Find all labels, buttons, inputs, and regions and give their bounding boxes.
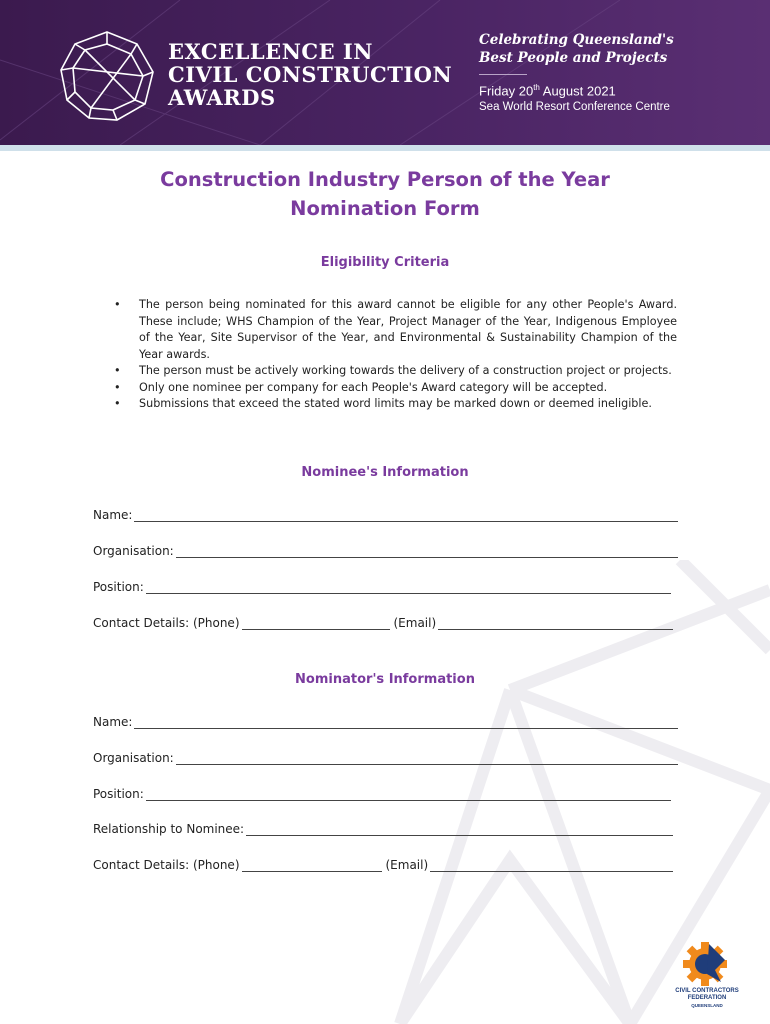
field-label: Organisation: xyxy=(93,544,174,558)
field-label: Relationship to Nominee: xyxy=(93,822,245,836)
list-item: • The person must be actively working towards the delivery of a construction project or projects. xyxy=(114,363,677,380)
field-label: Contact Details: (Phone) xyxy=(93,616,240,630)
award-title-line: EXCELLENCE IN xyxy=(168,39,373,64)
nominator-position-input[interactable] xyxy=(146,787,671,801)
list-item: • Only one nominee per company for each People's Award category will be accepted. xyxy=(114,380,677,397)
list-item: • The person being nominated for this award cannot be eligible for any other People's Award. These include; WHS Champion of the Year, Project Manager of the Year, Indigenous Employee of the Year, Site Supervisor of the Year, and Environmental & Sustainability Champion of the Year awards. xyxy=(114,297,677,363)
nominator-name-field xyxy=(93,711,678,729)
event-date xyxy=(479,83,616,98)
nominee-organisation-field xyxy=(93,540,678,558)
nominator-name-input[interactable] xyxy=(134,715,678,729)
field-label: Position: xyxy=(93,787,144,801)
nominee-phone-input[interactable] xyxy=(242,616,390,630)
event-date-day: Friday 20 xyxy=(479,83,534,99)
field-label: Contact Details: (Phone) xyxy=(93,858,240,872)
nominator-organisation-field xyxy=(93,747,678,765)
nominator-heading: Nominator's Information xyxy=(295,672,475,687)
banner-stripe xyxy=(0,145,770,151)
field-label: (Email) xyxy=(393,616,437,630)
ccf-line: CIVIL CONTRACTORS xyxy=(675,988,739,994)
header-banner xyxy=(0,0,770,145)
field-label: Name: xyxy=(93,715,133,729)
nominator-position-field xyxy=(93,783,671,801)
award-title xyxy=(168,40,452,109)
nominee-contact-field xyxy=(93,612,673,630)
nominator-contact-field xyxy=(93,854,673,872)
field-label: (Email) xyxy=(385,858,429,872)
form-title-line: Construction Industry Person of the Year xyxy=(160,168,610,191)
ccf-line: QUEENSLAND xyxy=(691,1003,723,1008)
eligibility-list xyxy=(114,297,677,413)
list-item: • Submissions that exceed the stated word limits may be marked down or deemed ineligible. xyxy=(114,396,677,413)
field-label: Position: xyxy=(93,580,144,594)
field-label: Organisation: xyxy=(93,751,174,765)
nominator-organisation-input[interactable] xyxy=(176,751,678,765)
award-title-line: CIVIL CONSTRUCTION xyxy=(168,62,453,87)
nominee-position-field xyxy=(93,576,671,594)
nominee-organisation-input[interactable] xyxy=(176,544,678,558)
event-date-suffix: th xyxy=(533,83,540,92)
nominee-heading: Nominee's Information xyxy=(301,465,469,480)
nominator-phone-input[interactable] xyxy=(242,858,382,872)
ccf-organisation-name xyxy=(662,988,752,1009)
tagline-line: Best People and Projects xyxy=(479,50,668,66)
divider xyxy=(479,74,527,75)
eligibility-heading: Eligibility Criteria xyxy=(320,255,450,270)
event-date-month: August 2021 xyxy=(539,83,616,99)
nominator-relationship-input[interactable] xyxy=(246,822,673,836)
award-title-line: AWARDS xyxy=(168,85,276,110)
ccf-abbreviation: CCF xyxy=(727,957,740,963)
ccf-line: FEDERATION xyxy=(687,995,727,1001)
event-venue: Sea World Resort Conference Centre xyxy=(479,101,670,113)
tagline-line: Celebrating Queensland's xyxy=(479,32,674,48)
nominator-relationship-field xyxy=(93,818,673,836)
nominee-position-input[interactable] xyxy=(146,580,671,594)
form-title-line: Nomination Form xyxy=(290,197,480,220)
nominee-name-input[interactable] xyxy=(134,508,678,522)
form-title xyxy=(0,165,770,223)
field-label: Name: xyxy=(93,508,133,522)
tagline xyxy=(479,31,674,67)
awards-logo-icon xyxy=(57,30,157,122)
nominator-email-input[interactable] xyxy=(430,858,673,872)
nominee-email-input[interactable] xyxy=(438,616,673,630)
nominee-name-field xyxy=(93,504,678,522)
